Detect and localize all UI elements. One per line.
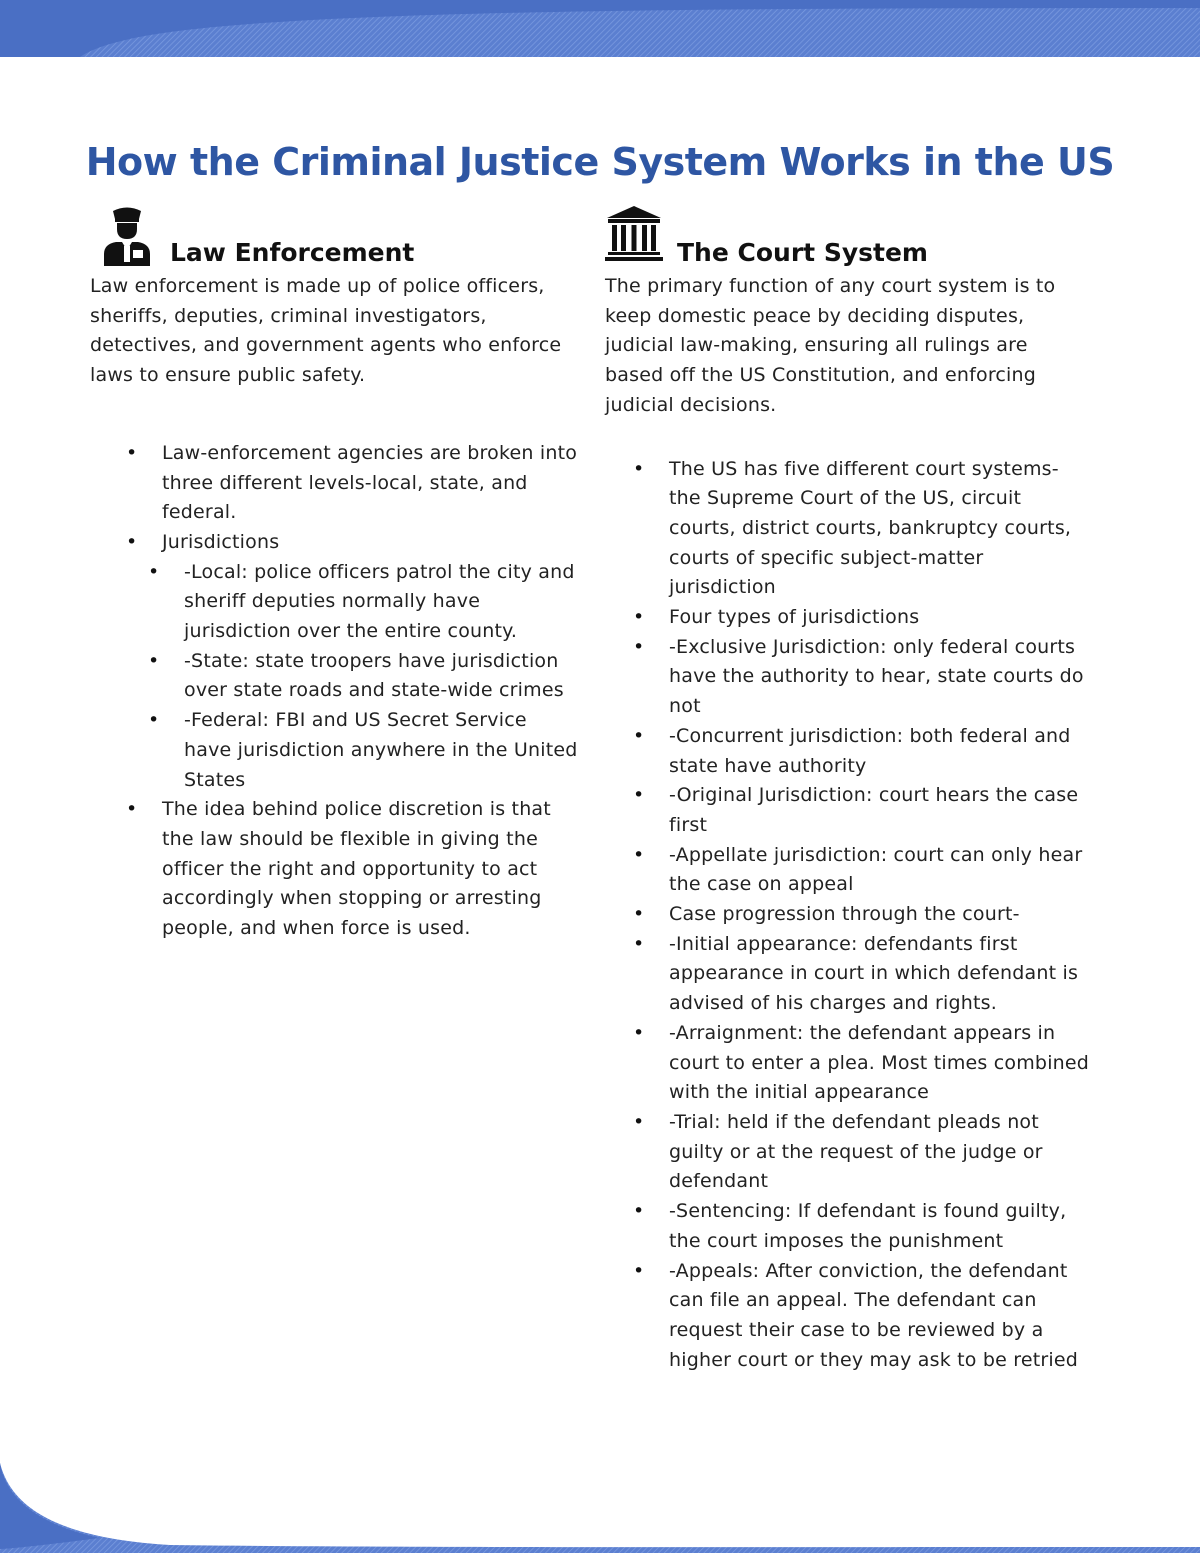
sub-list-item: • -Arraignment: the defendant appears in court to enter a plea. Most times combined with the initial appearance [669, 1019, 1090, 1108]
courthouse-icon [605, 204, 663, 266]
court-system-header [605, 200, 1090, 280]
court-system-heading: The Court System [677, 238, 928, 267]
sub-list-item: • -Original Jurisdiction: court hears the case first [669, 781, 1090, 840]
list-item-text: Jurisdictions [162, 530, 280, 553]
list-item [669, 900, 1090, 1375]
law-enforcement-heading: Law Enforcement [170, 238, 415, 267]
sub-list [162, 558, 580, 796]
sub-list-item: • -Initial appearance: defendants first appearance in court in which defendant is advised of his charges and rights. [669, 930, 1090, 1019]
sub-list-item: • -Appellate jurisdiction: court can only hear the case on appeal [669, 841, 1090, 900]
page-title: How the Criminal Justice System Works in the US [85, 140, 1115, 184]
court-system-bullets [605, 455, 1090, 1376]
sub-list [669, 930, 1090, 1376]
court-system-intro: The primary function of any court system is to keep domestic peace by deciding disputes, judicial law-making, ensuring all rulings are based off the US Constitution, and enforcing judicial decisions. [605, 275, 1056, 416]
header-band [0, 0, 1200, 60]
sub-list-item: • -Appeals: After conviction, the defendant can file an appeal. The defendant can request their case to be reviewed by a higher court or they may ask to be retried [669, 1257, 1090, 1376]
court-system-section [605, 200, 1090, 1375]
list-item [669, 603, 1090, 900]
law-enforcement-intro: Law enforcement is made up of police officers, sheriffs, deputies, criminal investigators, detectives, and government agents who enforce laws to ensure public safety. [90, 275, 562, 387]
sub-list-item: • -Federal: FBI and US Secret Service have jurisdiction anywhere in the United States [184, 706, 580, 795]
sub-list-item: • -State: state troopers have jurisdiction over state roads and state-wide crimes [184, 647, 580, 706]
list-item-text: Four types of jurisdictions [669, 606, 920, 629]
list-item: • The idea behind police discretion is that the law should be flexible in giving the officer the right and opportunity to act accordingly when stopping or arresting people, and when force is used. [162, 795, 580, 944]
sub-list [669, 633, 1090, 900]
sub-list-item: • -Trial: held if the defendant pleads not guilty or at the request of the judge or defendant [669, 1108, 1090, 1197]
sub-list-item: • -Concurrent jurisdiction: both federal and state have authority [669, 722, 1090, 781]
footer-band [0, 1453, 1200, 1553]
list-item: • Law-enforcement agencies are broken into three different levels-local, state, and federal. [162, 439, 580, 528]
law-enforcement-bullets [90, 439, 580, 944]
sub-list-item: • -Local: police officers patrol the city and sheriff deputies normally have jurisdiction over the entire county. [184, 558, 580, 647]
law-enforcement-section [90, 200, 580, 944]
law-enforcement-header [90, 200, 580, 280]
list-item-text: Case progression through the court- [669, 903, 1020, 926]
police-officer-icon [102, 204, 152, 270]
sub-list-item: • -Sentencing: If defendant is found guilty, the court imposes the punishment [669, 1197, 1090, 1256]
list-item: • The US has five different court systems- the Supreme Court of the US, circuit courts, district courts, bankruptcy courts, courts of specific subject-matter jurisdiction [669, 455, 1090, 604]
sub-list-item: • -Exclusive Jurisdiction: only federal courts have the authority to hear, state courts do not [669, 633, 1090, 722]
list-item [162, 528, 580, 795]
